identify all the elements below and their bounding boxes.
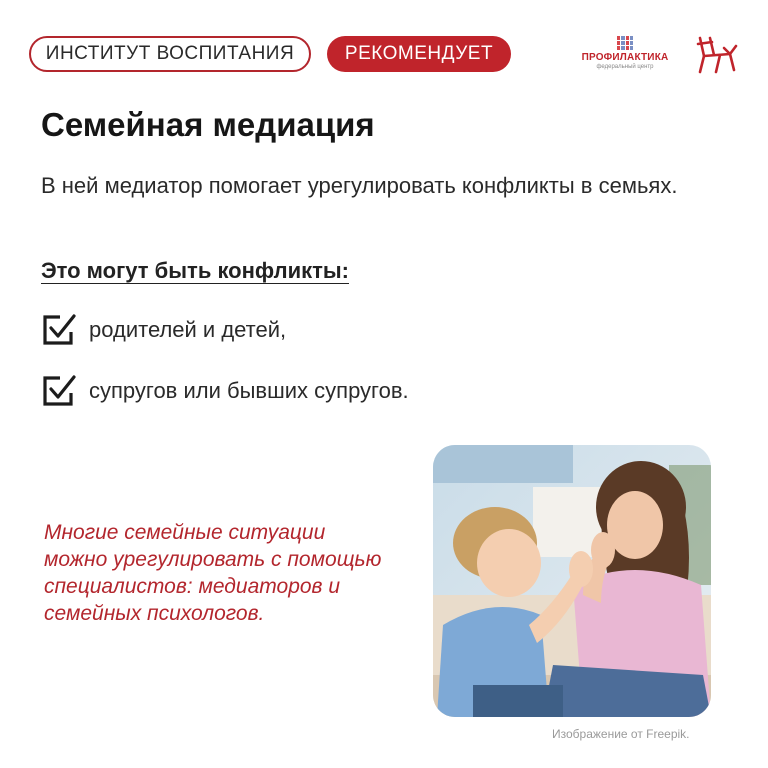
- checkbox-checked-icon: [41, 373, 77, 409]
- list-item: [41, 312, 286, 348]
- list-item: [41, 373, 409, 409]
- lead-paragraph: В ней медиатор помогает урегулировать конфликты в семьях.: [41, 173, 678, 198]
- chair-logo-icon: [694, 34, 738, 76]
- tag-institute: ИНСТИТУТ ВОСПИТАНИЯ: [29, 36, 311, 72]
- profilaktika-logo-subtitle: федеральный центр: [596, 64, 654, 70]
- page-title: Семейная медиация: [41, 106, 375, 143]
- profilaktika-grid-icon: [617, 36, 633, 50]
- image-credit: Изображение от Freepik.: [552, 727, 690, 741]
- profilaktika-logo-name: ПРОФИЛАКТИКА: [581, 52, 669, 63]
- checkbox-checked-icon: [41, 312, 77, 348]
- mother-child-photo: [433, 445, 711, 717]
- tag-recommends: РЕКОМЕНДУЕТ: [327, 36, 511, 72]
- specialists-note: Многие семейные ситуации можно урегулировать с помощью специалистов: медиаторов и семейных психологов.: [44, 521, 382, 625]
- profilaktika-logo: [580, 36, 670, 76]
- list-item-label: родителей и детей,: [89, 317, 287, 342]
- conflicts-subheading: Это могут быть конфликты:: [41, 258, 349, 283]
- list-item-label: супругов или бывших супругов.: [89, 378, 409, 403]
